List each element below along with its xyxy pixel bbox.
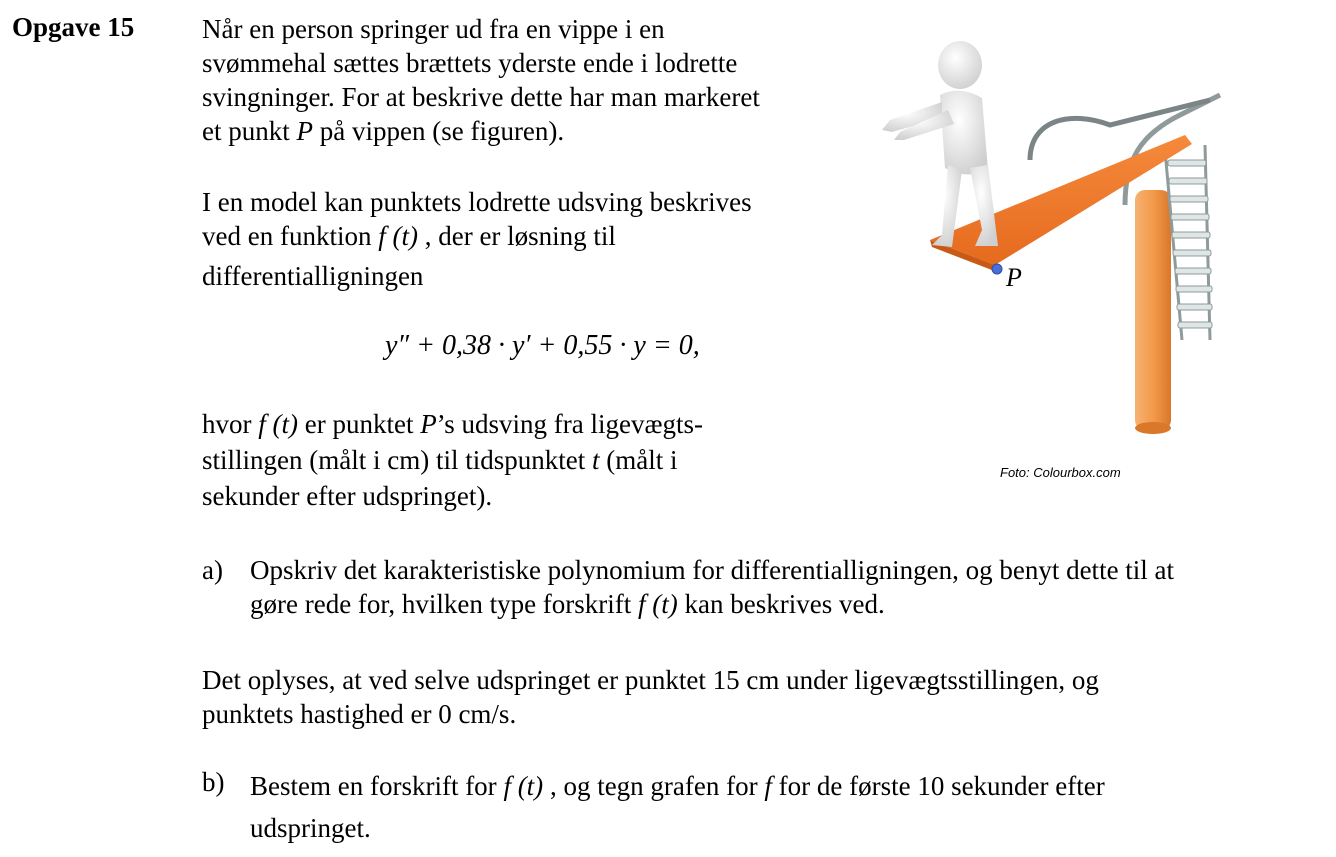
intro-line: svingninger. For at beskrive dette har man markeret [202, 82, 760, 112]
text: kan beskrives ved. [677, 589, 885, 619]
question-tag: b) [202, 767, 225, 797]
text: er punktet [298, 409, 421, 439]
function-symbol: f (t) [503, 771, 544, 801]
question-line [250, 765, 1105, 807]
function-symbol: f [764, 771, 772, 801]
text: (målt i [599, 445, 678, 475]
text: for de første 10 sekunder efter [771, 771, 1105, 801]
text: , der er løsning til [417, 221, 616, 251]
time-symbol: t [591, 445, 600, 475]
question-a [202, 553, 1174, 621]
point-p-marker [992, 264, 1002, 274]
function-symbol: f (t) [378, 221, 418, 251]
function-symbol: f (t) [258, 409, 298, 439]
diving-board-figure [870, 40, 1270, 460]
point-symbol: P [420, 409, 437, 439]
model-paragraph [202, 185, 752, 293]
info-paragraph [202, 663, 1099, 731]
text: ved en funktion [202, 221, 379, 251]
question-b [202, 765, 1105, 849]
question-text [250, 765, 1105, 849]
intro-paragraph [202, 12, 760, 148]
explanation-paragraph [202, 407, 703, 513]
text: på vippen (se figuren). [313, 116, 565, 146]
model-line: differentialligningen [202, 261, 424, 291]
text: Bestem en forskrift for [250, 771, 504, 801]
text: hvor [202, 409, 259, 439]
text: ’s udsving fra ligevægts- [436, 409, 703, 439]
question-line: udspringet. [250, 813, 371, 843]
explanation-line [202, 407, 703, 441]
explanation-line: sekunder efter udspringet). [202, 481, 493, 511]
info-line: punktets hastighed er 0 cm/s. [202, 699, 517, 729]
info-line: Det oplyses, at ved selve udspringet er punktet 15 cm under ligevægtsstillingen, og [202, 665, 1099, 695]
point-p-label: P [1006, 263, 1022, 292]
pillar [1135, 190, 1171, 430]
question-text [250, 553, 1174, 621]
intro-line [202, 114, 760, 148]
explanation-line [202, 443, 703, 477]
question-tag: a) [202, 555, 223, 585]
model-line [202, 219, 752, 253]
text: stillingen (målt i cm) til tidspunktet [202, 445, 592, 475]
text: , og tegn grafen for [543, 771, 765, 801]
function-symbol: f (t) [638, 589, 678, 619]
intro-line: svømmehal sættes brættets yderste ende i lodrette [202, 48, 738, 78]
photo-credit: Foto: Colourbox.com [1000, 465, 1121, 480]
person [882, 41, 998, 247]
model-line: I en model kan punktets lodrette udsving beskrives [202, 187, 752, 217]
differential-equation: y″ + 0,38 · y′ + 0,55 · y = 0, [385, 330, 700, 361]
text: gøre rede for, hvilken type forskrift [250, 589, 639, 619]
exercise-label: Opgave 15 [12, 12, 135, 42]
question-line: Opskriv det karakteristiske polynomium for differentialligningen, og benyt dette til at [250, 555, 1175, 585]
question-line [250, 587, 1174, 621]
intro-line: Når en person springer ud fra en vippe i en [202, 14, 665, 44]
text: et punkt [202, 116, 297, 146]
point-symbol: P [296, 116, 313, 146]
ladder [1165, 145, 1210, 340]
